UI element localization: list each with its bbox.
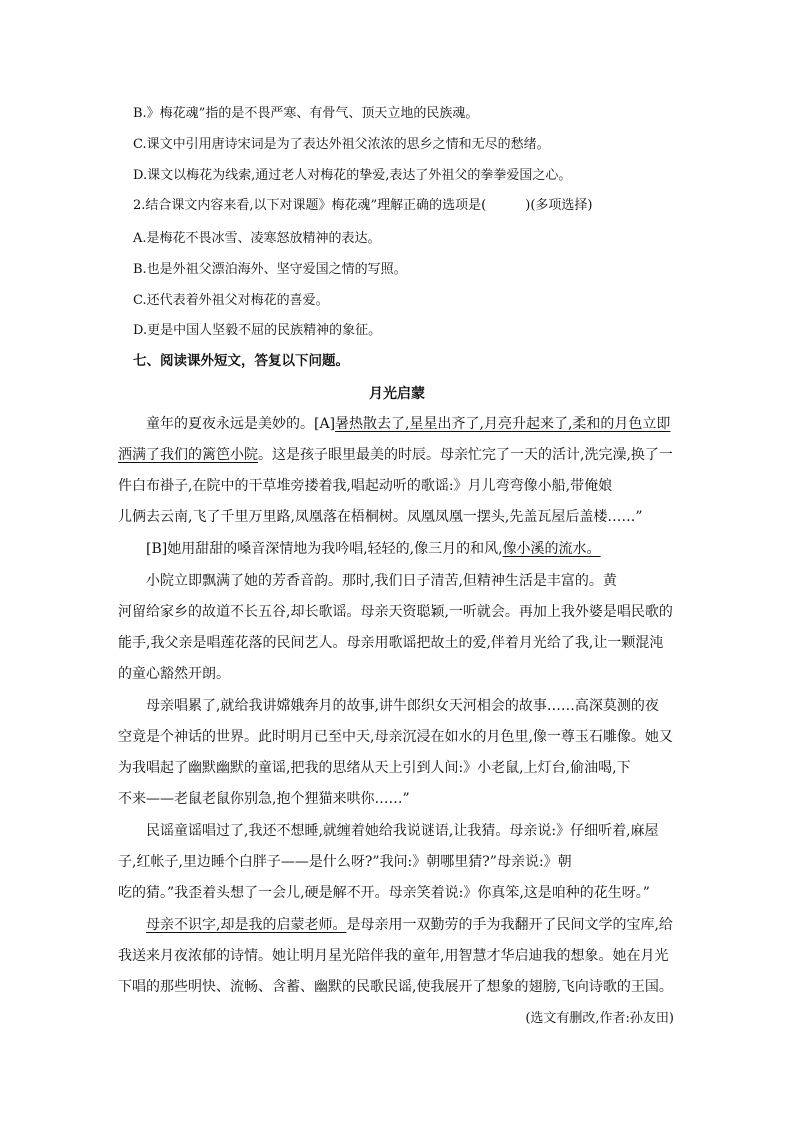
- paragraph-3-line-3: 能手,我父亲是唱莲花落的民间艺人。母亲用歌谣把故土的爱,伴着月光给了我,让一颗混沌: [118, 635, 664, 651]
- option-c: C.课文中引用唐诗宋词是为了表达外祖父浓浓的思乡之情和无尽的愁绪。: [133, 137, 550, 152]
- paragraph-2: [146, 540, 674, 558]
- paragraph-6-line-1-text: 是母亲用一双勤劳的手为我翻开了民间文学的宝库,给: [346, 917, 673, 933]
- q2-option-a: A.是梅花不畏冰雪、凌寒怒放精神的表达。: [133, 231, 381, 246]
- paragraph-3-line-2: 河留给家乡的故道不长五谷,却长歌谣。母亲天资聪颖,一听就会。再加上我外婆是唱民歌的: [118, 604, 673, 620]
- underlined-sentence-a-end: 洒满了我们的篱笆小院: [118, 447, 258, 463]
- marker-a-text: 童年的夏夜永远是美妙的。[A]: [146, 416, 336, 432]
- section-heading: 七、阅读课外短文，答复以下问题。: [133, 353, 349, 369]
- paragraph-1-line-3: 件白布褂子,在院中的干草堆旁搂着我,唱起动听的歌谣:》月儿弯弯像小船,带俺娘: [118, 478, 613, 494]
- paragraph-4-line-1: 母亲唱累了,就给我讲嫦娥奔月的故事,讲牛郎织女天河相会的故事……高深莫测的夜: [146, 698, 659, 714]
- paragraph-1-line-2-text: 。这是孩子眼里最美的时辰。母亲忙完了一天的活计,洗完澡,换了一: [258, 447, 673, 463]
- marker-b-text: [B]她用甜甜的嗓音深情地为我吟唱,轻轻的,像三月的和风,: [146, 541, 503, 557]
- article-source: (选文有删改,作者:孙友田): [525, 1011, 674, 1026]
- paragraph-3-line-4: 的童心豁然开朗。: [118, 666, 230, 682]
- article-title: 月光启蒙: [369, 386, 425, 402]
- paragraph-5-line-2: 子,红帐子,里边睡个白胖子——是什么呀?”我问:》朝哪里猜?”母亲说:》朝: [118, 854, 572, 870]
- paragraph-1-line-1: [146, 415, 674, 433]
- option-d: D.课文以梅花为线索,通过老人对梅花的挚爱,表达了外祖父的拳拳爱国之心。: [133, 168, 572, 183]
- underlined-sentence-a: 暑热散去了,星星出齐了,月亮升起来了,柔和的月色立即: [335, 416, 671, 432]
- paragraph-6-line-3: 下唱的那些明快、流畅、含蓄、幽默的民歌民谣,使我展开了想象的翅膀,飞向诗歌的王国。: [118, 979, 673, 995]
- paragraph-4-line-2: 空竟是个神话的世界。此时明月已至中天,母亲沉浸在如水的月色里,像一尊玉石雕像。她又: [118, 729, 673, 745]
- paragraph-4-line-4: 不来——老鼠老鼠你别急,抱个狸猫来哄你……”: [118, 791, 410, 807]
- option-b: B.》梅花魂”指的是不畏严寒、有骨气、顶天立地的民族魂。: [133, 106, 479, 121]
- q2-option-c: C.还代表着外祖父对梅花的喜爱。: [133, 293, 329, 308]
- underlined-sentence-teacher: 母亲不识字,却是我的启蒙老师。: [146, 917, 347, 933]
- paragraph-1-line-2: [118, 446, 674, 464]
- paragraph-5-line-3: 吃的猜。”我歪着头想了一会儿,硬是解不开。母亲笑着说:》你真笨,这是咱种的花生呀。”: [118, 885, 650, 901]
- paragraph-1-line-4: 儿俩去云南,飞了千里万里路,凤凰落在梧桐树。凤凰凤凰一摆头,先盖瓦屋后盖楼……”: [118, 509, 643, 525]
- paragraph-6-line-1: [146, 916, 674, 934]
- question-2: 2.结合课文内容来看,以下对课题》梅花魂”理解正确的选项是( )(多项选择): [133, 198, 593, 213]
- paragraph-5-line-1: 民谣童谣唱过了,我还不想睡,就缠着她给我说谜语,让我猜。母亲说:》仔细听着,麻屋: [146, 823, 659, 839]
- paragraph-4-line-3: 为我唱起了幽默幽默的童谣,把我的思绪从天上引到人间:》小老鼠,上灯台,偷油喝,下: [118, 760, 631, 776]
- paragraph-3-line-1: 小院立即飘满了她的芳香音韵。那时,我们日子清苦,但精神生活是丰富的。黄: [146, 573, 617, 589]
- q2-option-b: B.也是外祖父漂泊海外、坚守爱国之情的写照。: [133, 262, 407, 277]
- underlined-phrase-b: 像小溪的流水。: [502, 541, 601, 557]
- q2-option-d: D.更是中国人坚毅不屈的民族精神的象征。: [133, 323, 382, 338]
- paragraph-6-line-2: 我送来月夜浓郁的诗情。她让明月星光陪伴我的童年,用智慧才华启迪我的想象。她在月光: [118, 948, 669, 964]
